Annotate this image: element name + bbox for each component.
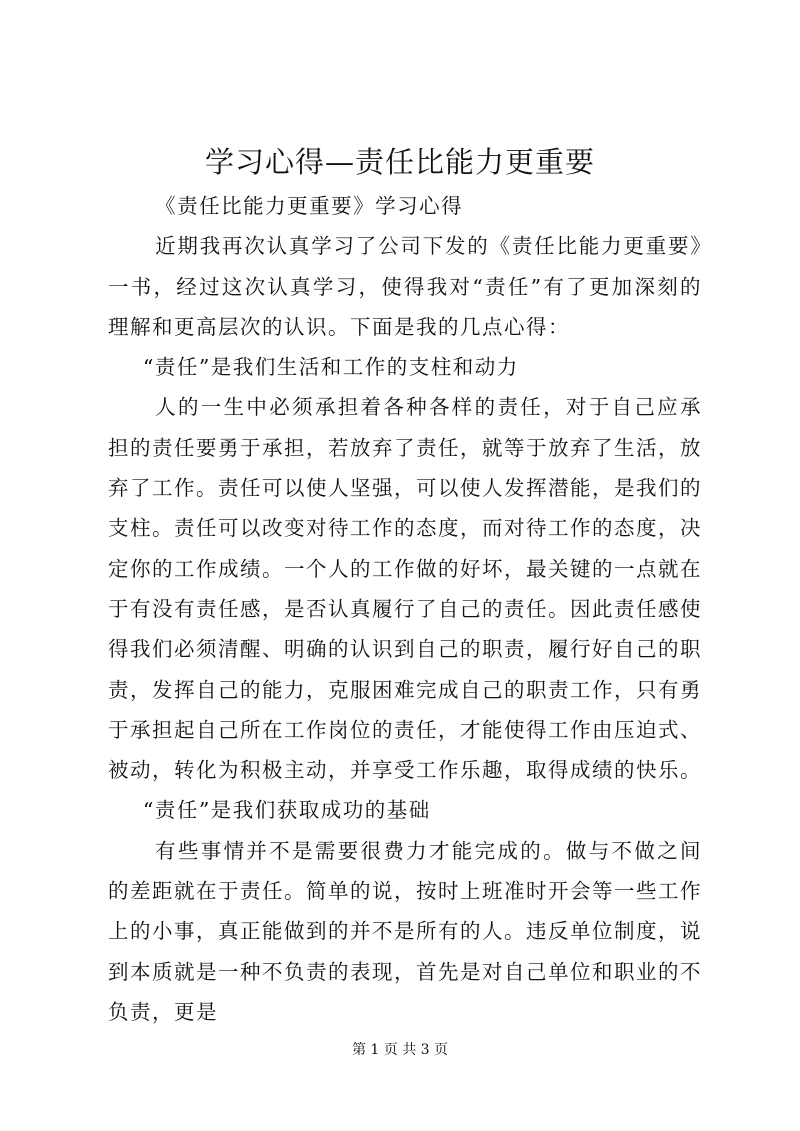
document-body xyxy=(108,186,702,1032)
page-footer: 第 1 页 共 3 页 xyxy=(351,1042,449,1058)
section-heading-1: “责任”是我们生活和工作的支柱和动力 xyxy=(142,355,519,380)
body-paragraph-1: 人的一生中必须承担着各种各样的责任，对于自己应承担的责任要勇于承担，若放弃了责任，就等于放弃了生活，放弃了工作。责任可以使人坚强，可以使人发挥潜能，是我们的支柱。责任可以改变对待工作的态度，而对待工作的态度，决定你的工作成绩。一个人的工作做的好坏，最关键的一点就在于有没有责任感，是否认真履行了自己的责任。因此责任感使得我们必须清醒、明确的认识到自己的职责，履行好自己的职责，发挥自己的能力，克服困难完成自己的职责工作，只有勇于承担起自己所在工作岗位的责任，才能使得工作由压迫式、被动，转化为积极主动，并享受工作乐趣，取得成绩的快乐。 xyxy=(108,395,702,783)
section-heading-2: “责任”是我们获取成功的基础 xyxy=(142,798,431,823)
intro-paragraph: 近期我再次认真学习了公司下发的《责任比能力更重要》一书，经过这次认真学习，使得我对“责任”有了更加深刻的理解和更高层次的认识。下面是我的几点心得： xyxy=(108,234,702,339)
page-title: 学习心得—责任比能力更重要 xyxy=(204,145,595,179)
body-paragraph-2: 有些事情并不是需要很费力才能完成的。做与不做之间的差距就在于责任。简单的说，按时上班准时开会等一些工作上的小事，真正能做到的并不是所有的人。违反单位制度，说到本质就是一种不负责的表现，首先是对自己单位和职业的不负责，更是 xyxy=(108,838,702,1024)
subtitle-paragraph: 《责任比能力更重要》学习心得 xyxy=(155,194,464,218)
